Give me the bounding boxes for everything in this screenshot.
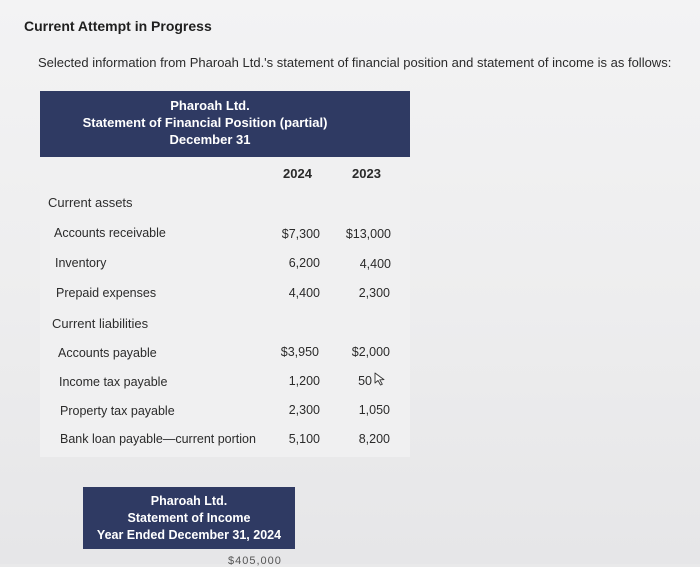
income-company-name: Pharoah Ltd. [150, 494, 228, 508]
value-2024-bank-loan-payable: 5,100 [288, 432, 320, 446]
row-label-bank-loan-payable: Bank loan payable—current portion [60, 432, 256, 446]
income-statement-title: Statement of Income [127, 511, 251, 525]
value-2024-accounts-payable: $3,950 [280, 345, 319, 359]
current-assets-label: Current assets [48, 195, 133, 210]
company-name: Pharoah Ltd. [170, 98, 250, 113]
mouse-pointer-icon [374, 372, 386, 386]
row-label-inventory: Inventory [55, 256, 107, 270]
year-header-2024: 2024 [283, 166, 312, 181]
year-header-2023: 2023 [352, 166, 381, 181]
value-2024-inventory: 6,200 [288, 256, 320, 270]
page-heading: Current Attempt in Progress [24, 18, 212, 34]
value-2023-accounts-payable: $2,000 [351, 345, 390, 359]
value-2023-bank-loan-payable: 8,200 [358, 432, 390, 446]
value-2023-accounts-receivable: $13,000 [345, 227, 391, 241]
current-liabilities-label: Current liabilities [52, 316, 149, 331]
row-label-income-tax-payable: Income tax payable [59, 375, 168, 389]
income-statement-period: Year Ended December 31, 2024 [96, 528, 282, 542]
income-partial-value: $405,000 [228, 555, 282, 567]
row-label-prepaid-expenses: Prepaid expenses [56, 286, 157, 300]
value-2024-property-tax-payable: 2,300 [288, 403, 320, 417]
value-2024-accounts-receivable: $7,300 [281, 227, 320, 241]
value-2023-inventory: 4,400 [359, 257, 391, 271]
value-2024-income-tax-payable: 1,200 [288, 374, 320, 388]
statement-title: Statement of Financial Position (partial) [82, 115, 328, 130]
row-label-accounts-payable: Accounts payable [58, 346, 157, 360]
statement-date: December 31 [169, 132, 251, 147]
income-statement-header [83, 487, 295, 549]
intro-text: Selected information from Pharoah Ltd.'s statement of financial position and statement of income is as follows: [38, 55, 672, 70]
value-2024-prepaid-expenses: 4,400 [288, 286, 320, 300]
row-label-accounts-receivable: Accounts receivable [54, 226, 166, 240]
value-2023-property-tax-payable: 1,050 [358, 403, 390, 417]
row-label-property-tax-payable: Property tax payable [60, 404, 175, 418]
value-2023-prepaid-expenses: 2,300 [358, 286, 390, 300]
financial-position-header [40, 91, 410, 157]
value-2023-income-tax-payable: 50 [358, 374, 372, 388]
